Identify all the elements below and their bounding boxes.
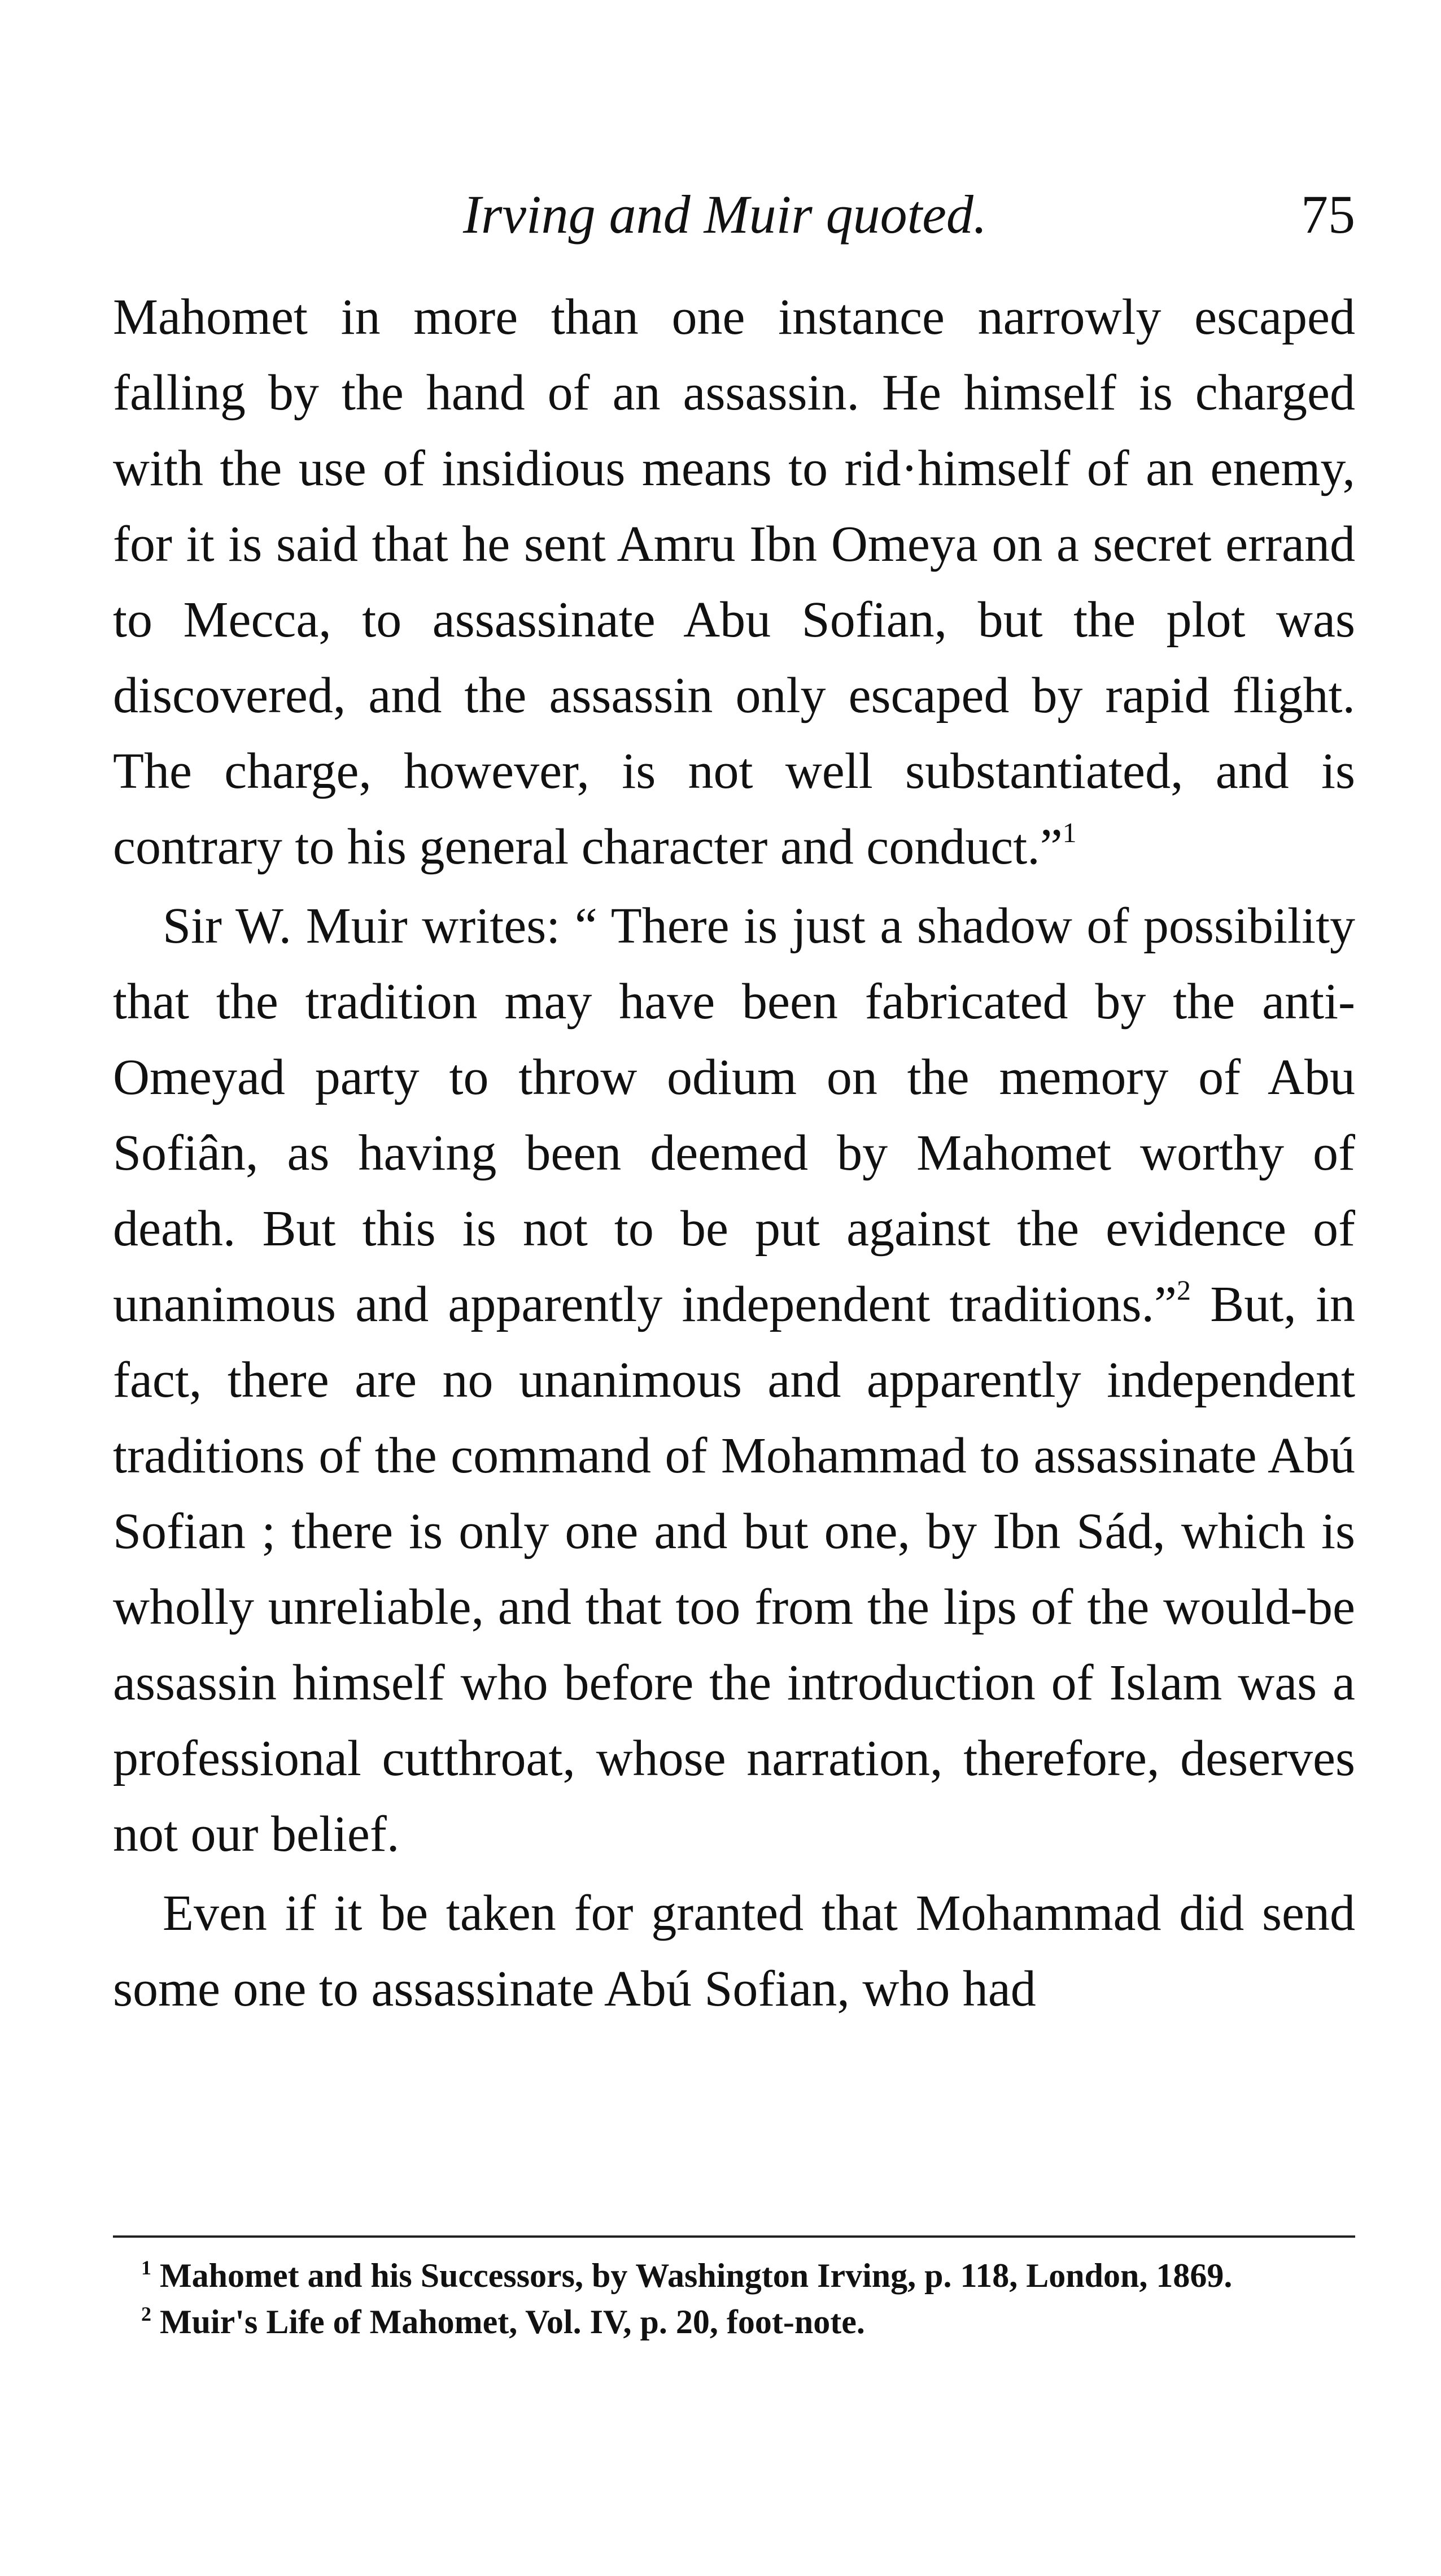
footnote-marker: 2 — [141, 2303, 151, 2325]
footnote-divider — [113, 2235, 1355, 2238]
body-text — [113, 280, 1355, 2027]
paragraph-muir-quote — [113, 888, 1355, 1872]
running-title: Irving and Muir quoted. — [463, 184, 987, 245]
paragraph-even-if — [113, 1876, 1355, 2027]
footnote-marker: 1 — [141, 2256, 151, 2279]
paragraph-text: Even if it be taken for granted that Mohammad did send some one to assassinate Abú Sofian, who had — [113, 1885, 1355, 2017]
footnote-text: Mahomet and his Successors, by Washington Irving, p. 118, London, 1869. — [151, 2257, 1233, 2294]
paragraph-text: Mahomet in more than one instance narrowly escaped falling by the hand of an assassin. He himself is charged with the use of insidious means to rid·himself of an enemy, for it is said that he sent Amru Ibn Omeya on a secret errand to Mecca, to assassinate Abu Sofian, but the plot was discovered, and the assassin only escaped by rapid flight. The charge, however, is not well substantiated, and is contrary to his general character and conduct.” — [113, 289, 1355, 875]
page-number: 75 — [1301, 184, 1355, 245]
footnote-ref-1: 1 — [1062, 817, 1077, 848]
paragraph-irving-quote — [113, 280, 1355, 885]
footnote-2 — [113, 2299, 1355, 2345]
paragraph-text-continued: But, in fact, there are no unanimous and apparently independent traditions of the command of Mohammad to assassinate Abú Sofian ; there is only one and but one, by Ibn Sád, which is wholly unreliable, and that too from the lips of the would-be assassin himself who before the introduction of Islam was a professional cutthroat, whose narration, therefore, deserves not our belief. — [113, 1276, 1355, 1862]
footnote-1 — [113, 2252, 1355, 2299]
footnote-ref-2: 2 — [1176, 1274, 1191, 1306]
footnote-text: Muir's Life of Mahomet, Vol. IV, p. 20, foot-note. — [151, 2303, 865, 2340]
running-head — [113, 175, 1355, 254]
paragraph-text: Sir W. Muir writes: “ There is just a shadow of possibility that the tradition may have been fabricated by the anti-Omeyad party to throw odium on the memory of Abu Sofiân, as having been deemed by Mahomet worthy of death. But this is not to be put against the evidence of unanimous and apparently independent traditions.” — [113, 898, 1355, 1332]
footnotes — [113, 2252, 1355, 2345]
